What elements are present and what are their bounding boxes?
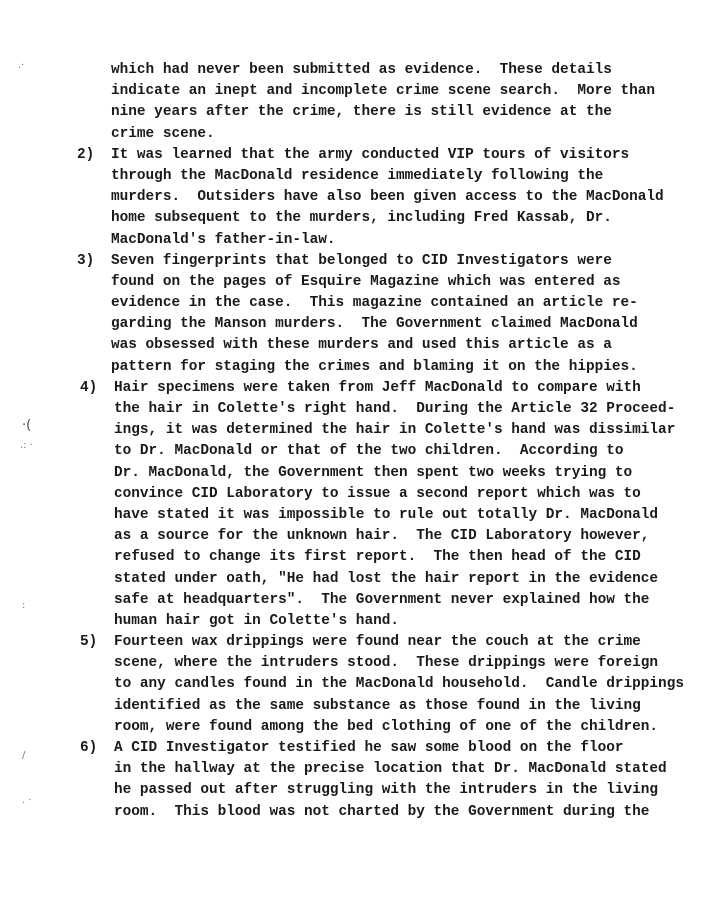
continued-paragraph bbox=[0, 60, 720, 145]
text-line: pattern for staging the crimes and blaming it on the hippies. bbox=[111, 358, 638, 375]
scan-speck: ·( bbox=[22, 418, 32, 433]
text-line: found on the pages of Esquire Magazine which was entered as bbox=[111, 273, 621, 290]
text-line: MacDonald's father-in-law. bbox=[111, 231, 336, 248]
scan-speck: .· bbox=[18, 60, 25, 71]
text-line: identified as the same substance as those found in the living bbox=[114, 697, 641, 714]
text-line: to Dr. MacDonald or that of the two children. According to bbox=[114, 443, 624, 460]
text-line: murders. Outsiders have also been given access to the MacDonald bbox=[111, 189, 664, 206]
text-line: human hair got in Colette's hand. bbox=[114, 612, 399, 629]
item-number: 5) bbox=[80, 634, 98, 651]
numbered-item bbox=[0, 738, 720, 823]
text-line: Dr. MacDonald, the Government then spent two weeks trying to bbox=[114, 464, 633, 481]
numbered-item bbox=[0, 632, 720, 738]
scan-speck: . · bbox=[22, 795, 32, 806]
text-line: through the MacDonald residence immediately following the bbox=[111, 167, 604, 184]
item-text bbox=[111, 251, 720, 378]
text-line: as a source for the unknown hair. The CID Laboratory however, bbox=[114, 528, 650, 545]
item-number: 4) bbox=[80, 379, 98, 396]
document-page bbox=[0, 60, 720, 823]
text-line: scene, where the intruders stood. These drippings were foreign bbox=[114, 655, 659, 672]
text-line: was obsessed with these murders and used this article as a bbox=[111, 337, 612, 354]
scan-speck: / bbox=[22, 750, 26, 761]
text-line: evidence in the case. This magazine contained an article re- bbox=[111, 295, 638, 312]
scan-speck: : bbox=[22, 600, 26, 611]
text-line: convince CID Laboratory to issue a second report which was to bbox=[114, 485, 641, 502]
item-text bbox=[114, 738, 720, 823]
item-text bbox=[111, 60, 720, 145]
text-line: A CID Investigator testified he saw some blood on the floor bbox=[114, 740, 624, 756]
text-line: room. This blood was not charted by the Government during the bbox=[114, 803, 650, 820]
item-number: 2) bbox=[77, 146, 95, 163]
text-line: which had never been submitted as evidence. These details bbox=[111, 62, 612, 78]
item-text bbox=[114, 378, 720, 632]
text-line: refused to change its first report. The then head of the CID bbox=[114, 549, 641, 566]
text-line: stated under oath, "He had lost the hair report in the evidence bbox=[114, 570, 659, 587]
text-line: in the hallway at the precise location that Dr. MacDonald stated bbox=[114, 761, 667, 778]
text-line: he passed out after struggling with the intruders in the living bbox=[114, 782, 659, 799]
text-line: have stated it was impossible to rule out totally Dr. MacDonald bbox=[114, 506, 659, 523]
item-number: 6) bbox=[80, 740, 98, 756]
text-line: crime scene. bbox=[111, 125, 215, 142]
text-line: room, were found among the bed clothing of one of the children. bbox=[114, 718, 659, 735]
text-line: home subsequent to the murders, including Fred Kassab, Dr. bbox=[111, 210, 612, 227]
text-line: nine years after the crime, there is still evidence at the bbox=[111, 104, 612, 121]
text-line: Hair specimens were taken from Jeff MacDonald to compare with bbox=[114, 379, 641, 396]
text-line: It was learned that the army conducted VIP tours of visitors bbox=[111, 146, 630, 163]
text-line: garding the Manson murders. The Government claimed MacDonald bbox=[111, 316, 638, 333]
text-line: Seven fingerprints that belonged to CID Investigators were bbox=[111, 252, 612, 269]
text-line: the hair in Colette's right hand. During the Article 32 Proceed- bbox=[114, 401, 676, 417]
text-line: indicate an inept and incomplete crime scene search. More than bbox=[111, 83, 656, 100]
numbered-item bbox=[0, 145, 720, 251]
item-text bbox=[114, 632, 720, 738]
text-line: to any candles found in the MacDonald household. Candle drippings bbox=[114, 676, 684, 693]
text-line: Fourteen wax drippings were found near the couch at the crime bbox=[114, 634, 641, 651]
item-number: 3) bbox=[77, 252, 95, 269]
text-line: ings, it was determined the hair in Colette's hand was dissimilar bbox=[114, 422, 676, 439]
text-line: safe at headquarters". The Government never explained how the bbox=[114, 591, 650, 608]
numbered-item bbox=[0, 251, 720, 378]
scan-speck: .: · bbox=[20, 440, 33, 451]
item-text bbox=[111, 145, 720, 251]
numbered-item bbox=[0, 378, 720, 632]
